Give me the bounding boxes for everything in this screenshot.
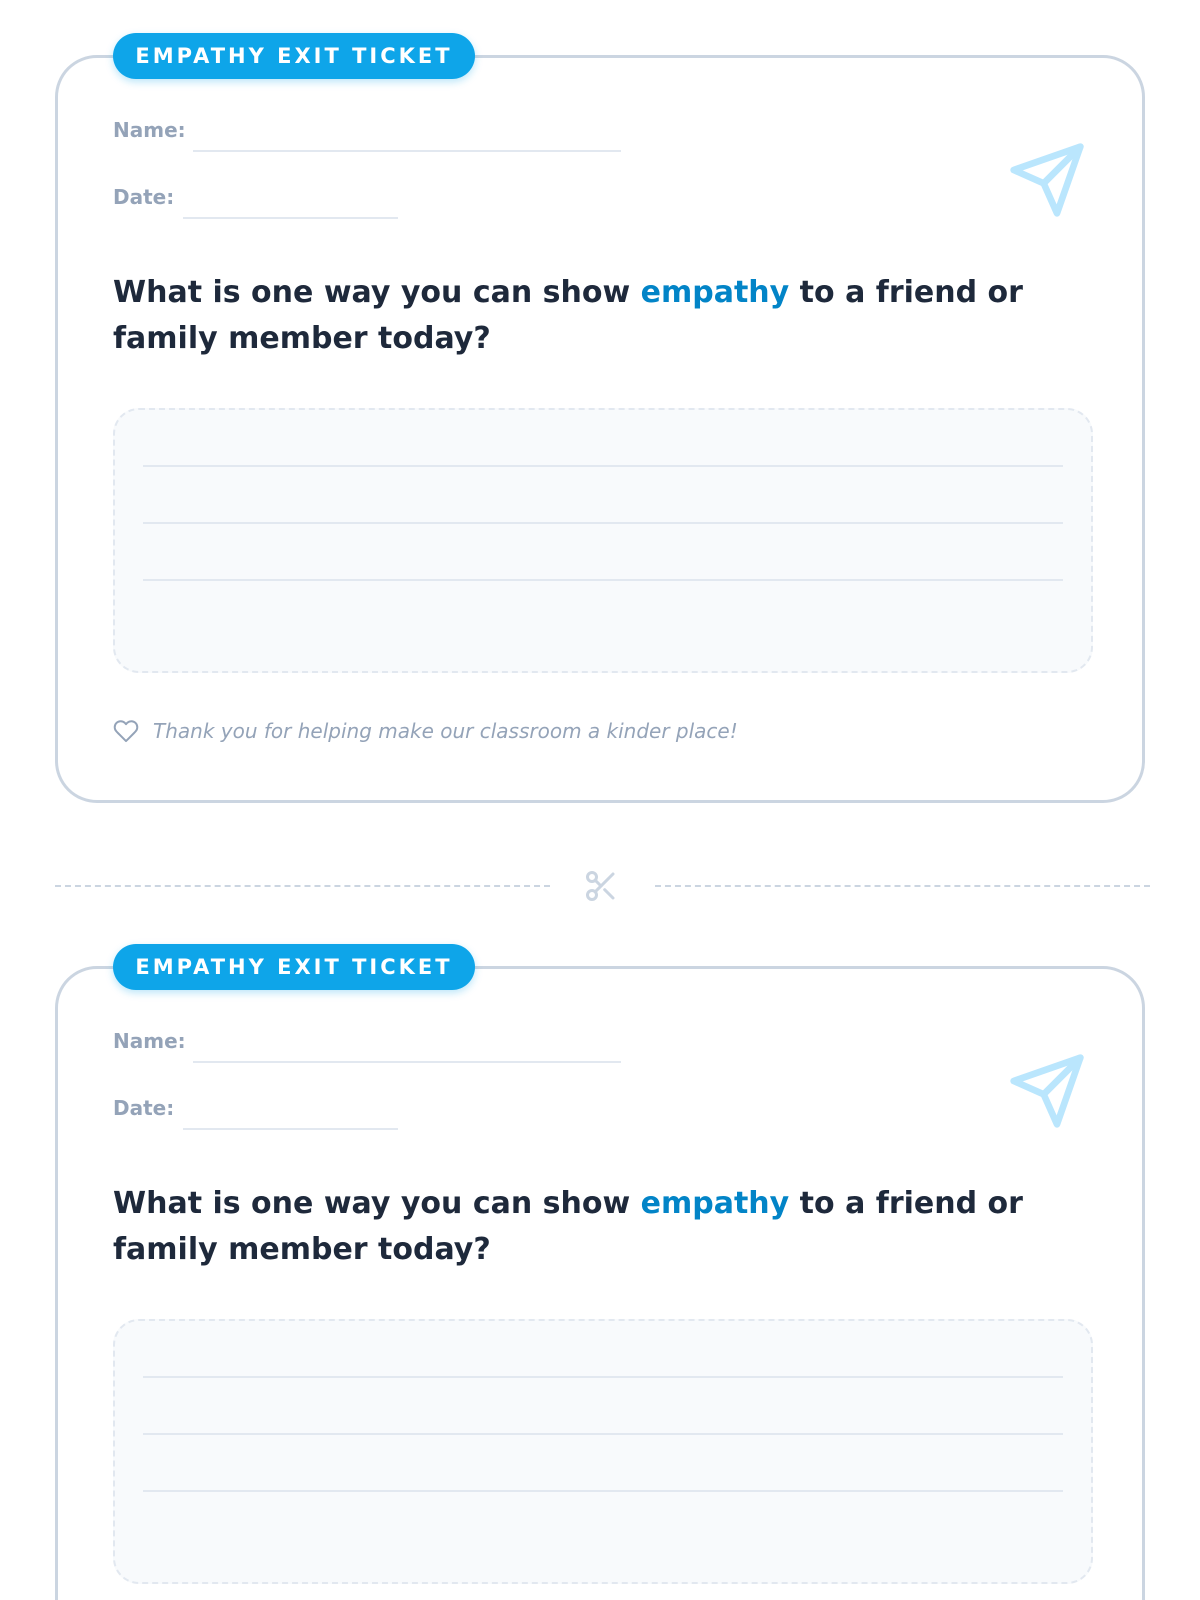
- name-line: [193, 1061, 621, 1063]
- answer-box[interactable]: [113, 1319, 1093, 1584]
- answer-line: [143, 522, 1063, 524]
- question-text-start: What is one way you can show: [113, 1186, 641, 1221]
- answer-line: [143, 1433, 1063, 1435]
- answer-box[interactable]: [113, 408, 1093, 673]
- date-line: [183, 1128, 398, 1130]
- answer-line: [143, 1490, 1063, 1492]
- date-label: Date:: [113, 1096, 175, 1120]
- question-highlight: empathy: [640, 1186, 790, 1221]
- question-highlight: empathy: [640, 275, 790, 310]
- answer-line: [143, 465, 1063, 467]
- name-label: Name:: [113, 1029, 186, 1053]
- heart-icon: [113, 718, 139, 744]
- cut-line-right: [655, 885, 1150, 887]
- ticket-footer: [113, 718, 738, 744]
- exit-ticket-1: [55, 44, 1145, 803]
- name-label: Name:: [113, 118, 186, 142]
- ticket-title-badge: EMPATHY EXIT TICKET: [113, 944, 475, 990]
- exit-ticket-2: [55, 955, 1145, 1600]
- ticket-title-badge: EMPATHY EXIT TICKET: [113, 33, 475, 79]
- name-line: [193, 150, 621, 152]
- scissors-icon: [583, 868, 619, 904]
- cut-line-left: [55, 885, 550, 887]
- answer-line: [143, 579, 1063, 581]
- question-text: [113, 1181, 1073, 1273]
- answer-line: [143, 1376, 1063, 1378]
- question-text-end: to a friend or family member today?: [113, 275, 1023, 356]
- question-text-start: What is one way you can show: [113, 275, 641, 310]
- question-text-end: to a friend or family member today?: [113, 1186, 1023, 1267]
- date-label: Date:: [113, 185, 175, 209]
- footer-message: Thank you for helping make our classroom a kinder place!: [153, 719, 738, 743]
- question-text: [113, 270, 1073, 362]
- paper-plane-icon: [1007, 1051, 1087, 1131]
- date-line: [183, 217, 398, 219]
- paper-plane-icon: [1007, 140, 1087, 220]
